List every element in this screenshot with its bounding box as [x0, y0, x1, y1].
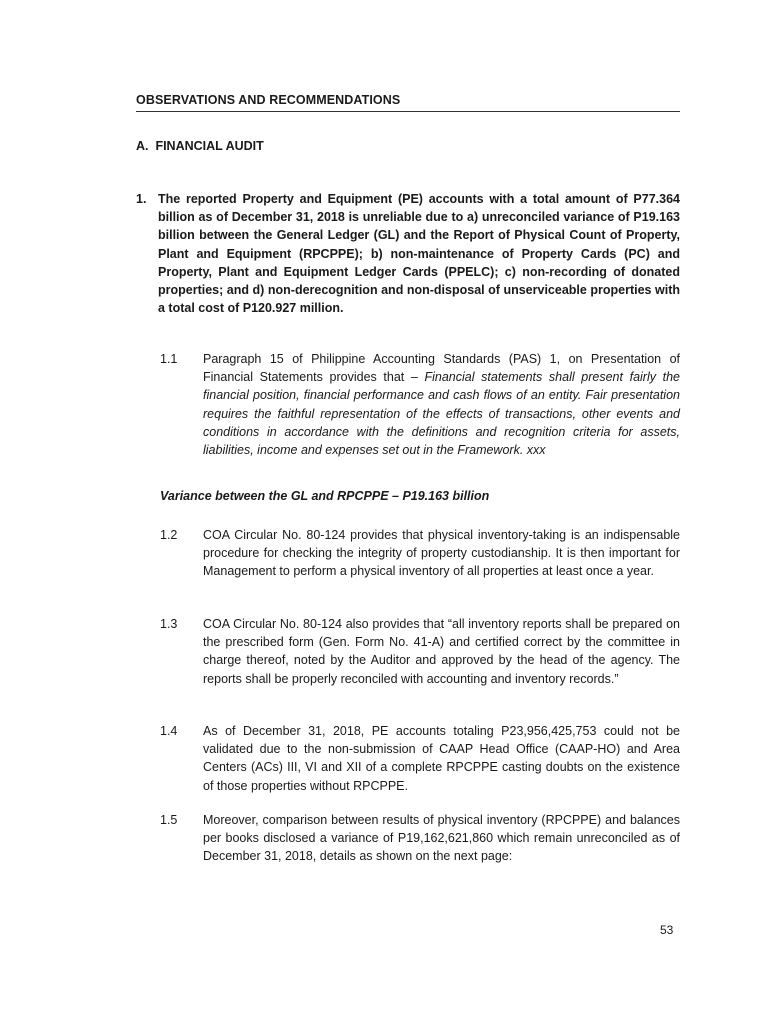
- paragraph-1-2: [160, 526, 680, 581]
- finding-text: The reported Property and Equipment (PE) accounts with a total amount of P77.364 billion as of December 31, 2018 is unreliable due to a) unreconciled variance of P19.163 billion between the General Ledger (GL) and the Report of Physical Count of Property, Plant and Equipment (RPCPPE); b) non-maintenance of Property Cards (PC) and Property, Plant and Equipment Ledger Cards (PPELC); c) non-recording of donated properties; and d) non-derecognition and non-disposal of unserviceable properties with a total cost of P120.927 million.: [158, 192, 680, 316]
- financial-audit-heading: A. FINANCIAL AUDIT: [136, 139, 264, 153]
- paragraph-quote: Financial statements shall present fairly the financial position, financial performance and cash flows of an entity. Fair presentation requires the faithful representation of the effects of transactions, other events and conditions in accordance with the definitions and recognition criteria for assets, liabilities, income and expenses set out in the Framework. xxx: [203, 370, 680, 458]
- section-heading: OBSERVATIONS AND RECOMMENDATIONS: [136, 93, 401, 107]
- paragraph-1-5: [160, 811, 680, 866]
- paragraph-text: COA Circular No. 80-124 provides that physical inventory-taking is an indispensable procedure for checking the integrity of property custodianship. It is then important for Management to perform a physical inventory of all properties at least once a year.: [203, 528, 680, 579]
- paragraph-number: 1.2: [160, 528, 178, 542]
- paragraph-1-1: [160, 350, 680, 459]
- paragraph-text: [203, 350, 680, 459]
- page-number: 53: [660, 923, 674, 937]
- finding-number: 1.: [136, 192, 147, 206]
- paragraph-1-4: [160, 722, 680, 795]
- paragraph-number: 1.1: [160, 352, 178, 366]
- heading-rule: [136, 111, 680, 112]
- variance-subheading: Variance between the GL and RPCPPE – P19.163 billion: [160, 489, 490, 503]
- paragraph-1-3: [160, 615, 680, 688]
- paragraph-number: 1.5: [160, 813, 178, 827]
- paragraph-number: 1.3: [160, 617, 178, 631]
- paragraph-text: As of December 31, 2018, PE accounts totaling P23,956,425,753 could not be validated due to the non-submission of CAAP Head Office (CAAP-HO) and Area Centers (ACs) III, VI and XII of a complete RPCPPE casting doubts on the existence of those properties without RPCPPE.: [203, 724, 680, 793]
- paragraph-number: 1.4: [160, 724, 178, 738]
- finding-1: [136, 190, 680, 317]
- paragraph-text: Moreover, comparison between results of physical inventory (RPCPPE) and balances per books disclosed a variance of P19,162,621,860 which remain unreconciled as of December 31, 2018, details as shown on the next page:: [203, 813, 680, 864]
- paragraph-lead: Paragraph 15 of Philippine Accounting Standards (PAS) 1, on Presentation of Financial Statements provides that –: [203, 352, 680, 385]
- paragraph-text: COA Circular No. 80-124 also provides that “all inventory reports shall be prepared on the prescribed form (Gen. Form No. 41-A) and certified correct by the committee in charge thereof, noted by the Auditor and approved by the head of the agency. The reports shall be properly reconciled with accounting and inventory records.”: [203, 617, 680, 686]
